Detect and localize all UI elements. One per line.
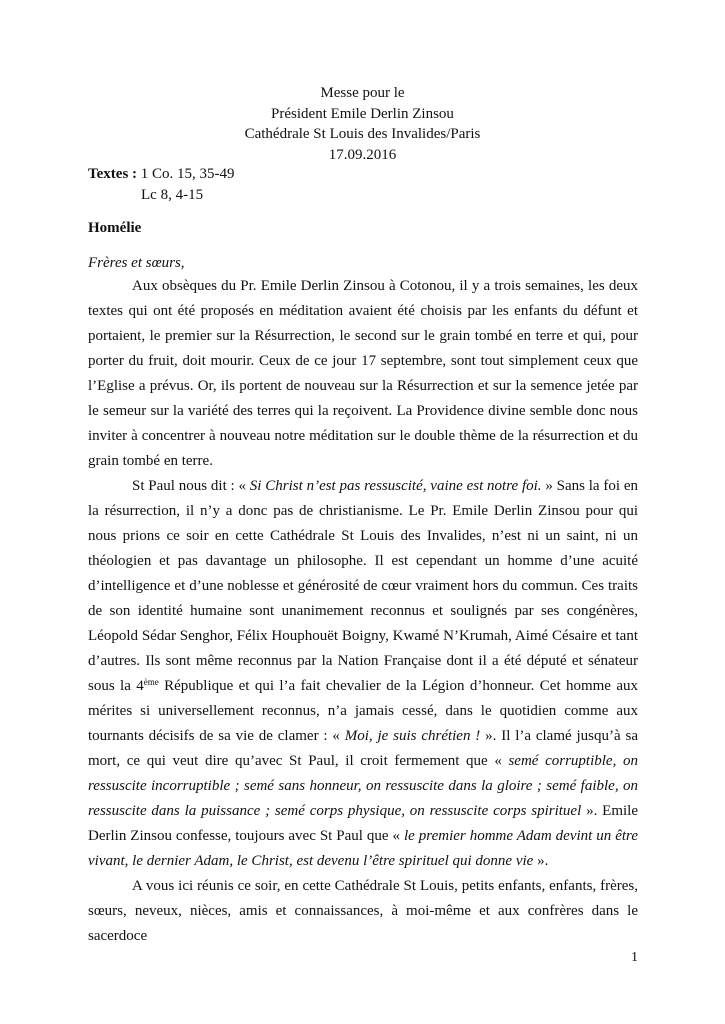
header-line-3: Cathédrale St Louis des Invalides/Paris — [244, 126, 481, 142]
readings-block — [88, 164, 235, 205]
readings-label: Textes : — [88, 166, 138, 182]
p2-superscript: ème — [143, 677, 159, 687]
p2-text-a: St Paul nous dit : « — [132, 478, 250, 494]
document-header — [0, 83, 725, 165]
p2-text-c: » Sans la foi en la résurrection, il n’y a donc pas de christianisme. Le Pr. Emile Derlin Zinsou pour qui nous prions ce soir en cette Cathédrale St Louis des Invalides, n’est ni un saint, ni un théologien et pas davantage un philosophe. Il est cependant un homme d’une acuité d’intelligence et d’une noblesse et générosité de cœur vraiment hors du commun. Ces traits de son identité humaine sont unanimement reconnus et soulignés par ses congénères, Léopold Sédar Senghor, Félix Houphouët Boigny, Kwamé N’Krumah, Aimé Césaire et tant d’autres. Ils sont même reconnus par la Nation Française dont il a été député et sénateur sous la 4 — [88, 478, 638, 694]
reading-ref-2: Lc 8, 4-15 — [141, 186, 204, 203]
p2-text-j: ». — [533, 853, 549, 869]
p2-quote-4: le premier homme Adam devint un être vivant, le dernier Adam, le Christ, est devenu l’être spirituel qui donne vie — [88, 828, 638, 869]
paragraph-2 — [88, 474, 638, 874]
p2-quote-3: semé corruptible, on ressuscite incorruptible ; semé sans honneur, on ressuscite dans la gloire ; semé faible, on ressuscite dans la puissance ; semé corps physique, on ressuscite corps spirituel — [88, 753, 638, 819]
paragraph-3: A vous ici réunis ce soir, en cette Cathédrale St Louis, petits enfants, enfants, frères, sœurs, neveux, nièces, amis et connaissances, à moi-même et aux confrères dans le sacerdoce — [88, 878, 638, 944]
salutation: Frères et sœurs, — [88, 255, 185, 271]
page-number: 1 — [631, 950, 638, 965]
header-line-1: Messe pour le — [320, 85, 405, 101]
p2-text-h: ». Emile Derlin Zinsou confesse, toujours avec St Paul que « — [88, 803, 638, 844]
p2-text-f: ». Il l’a clamé jusqu’à sa mort, ce qui veut dire qu’avec St Paul, il croit fermement que « — [88, 728, 638, 769]
header-line-4: 17.09.2016 — [328, 146, 397, 163]
document-body — [88, 274, 638, 949]
section-title: Homélie — [88, 220, 142, 236]
p2-text-d: République et qui l’a fait chevalier de la Légion d’honneur. Cet homme aux mérites si universellement reconnus, n’a jamais cessé, dans le quotidien comme aux tournants décisifs de sa vie de clamer : « — [88, 678, 638, 744]
p2-quote-2: Moi, je suis chrétien ! — [344, 728, 481, 744]
reading-ref-1: 1 Co. 15, 35-49 — [137, 166, 235, 182]
header-line-2: Président Emile Derlin Zinsou — [271, 105, 454, 122]
paragraph-1: Aux obsèques du Pr. Emile Derlin Zinsou à Cotonou, il y a trois semaines, les deux textes qui ont été proposés en méditation avaient été choisis par les enfants du défunt et portaient, le premier sur la Résurrection, le second sur le grain tombé en terre et qui, pour porter du fruit, doit mourir. Ceux de ce jour 17 septembre, sont tout simplement ceux que l’Eglise a prévus. Or, ils portent de nouveau sur la Résurrection et sur la semence jetée par le semeur sur la variété des terres qui la reçoivent. La Providence divine semble donc nous inviter à concentrer à nouveau notre méditation sur le double thème de la résurrection et du grain tombé en terre. — [88, 278, 638, 469]
p2-quote-1: Si Christ n’est pas ressuscité, vaine est notre foi. — [249, 478, 542, 494]
